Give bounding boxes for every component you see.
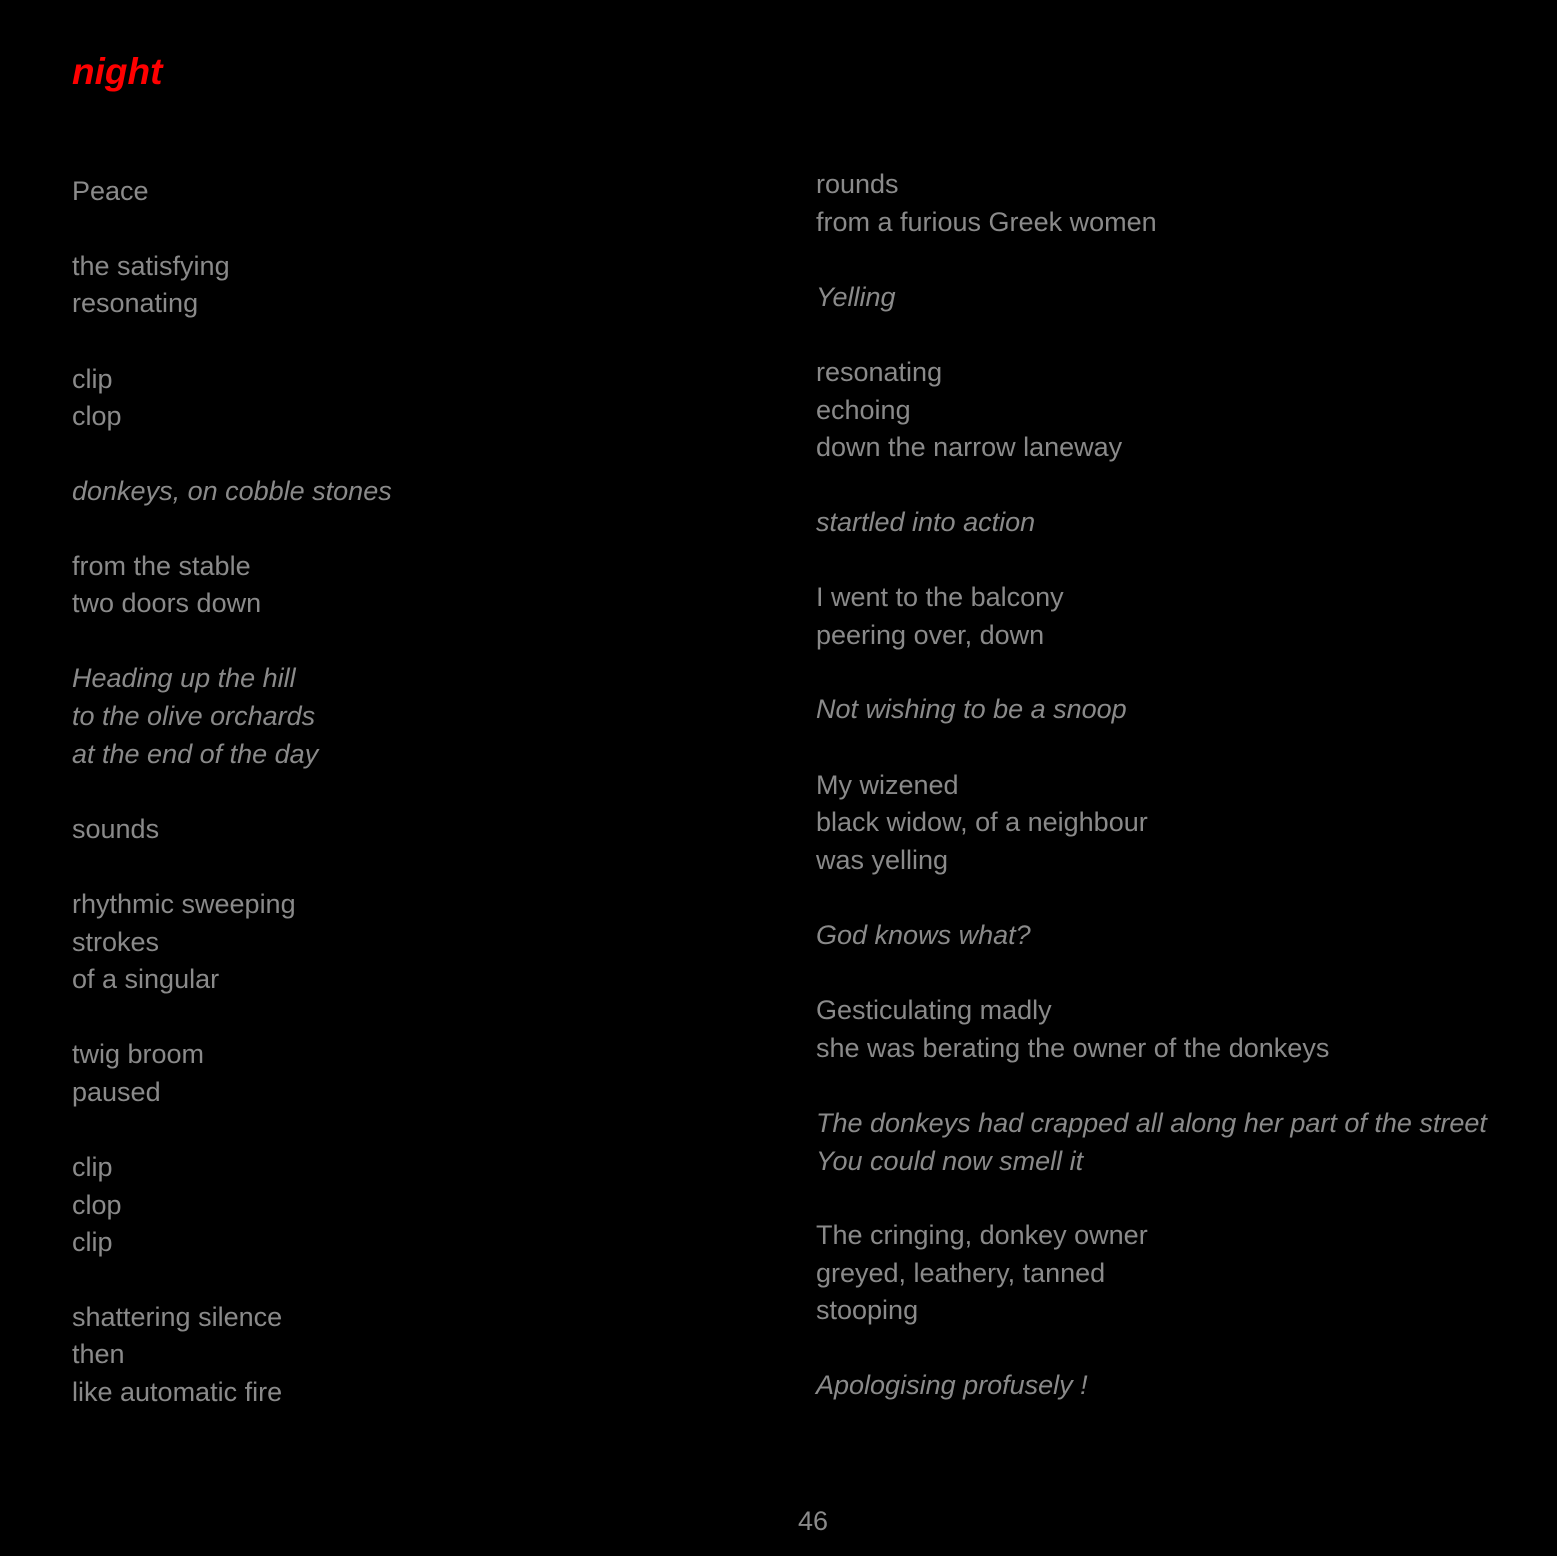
poem-line: from a furious Greek women <box>816 207 1157 237</box>
poem-line: then <box>72 1339 125 1369</box>
poem-line: Not wishing to be a snoop <box>816 694 1127 724</box>
poem-line: My wizened <box>816 770 959 800</box>
poem-line: clop <box>72 401 122 431</box>
poem-line: The donkeys had crapped all along her part of the street <box>816 1108 1487 1138</box>
poem-line: shattering silence <box>72 1302 283 1332</box>
poem-line: to the olive orchards <box>72 701 316 731</box>
poem-line: God knows what? <box>816 920 1031 950</box>
poem-line: rhythmic sweeping <box>72 889 296 919</box>
poem-line: stooping <box>816 1295 919 1325</box>
poem-line: clip <box>72 1152 113 1182</box>
poem-line: strokes <box>72 927 160 957</box>
poem-line: paused <box>72 1077 161 1107</box>
poem-line: Peace <box>72 176 149 206</box>
poem-line: down the narrow laneway <box>816 432 1123 462</box>
poem-line: The cringing, donkey owner <box>816 1220 1148 1250</box>
poem-line: I went to the balcony <box>816 582 1064 612</box>
poem-line: echoing <box>816 395 911 425</box>
page-number: 46 <box>797 1506 829 1536</box>
poem-line: of a singular <box>72 964 220 994</box>
poem-line: she was berating the owner of the donkeys <box>816 1033 1330 1063</box>
poem-line: like automatic fire <box>72 1377 283 1407</box>
poem-line: twig broom <box>72 1039 205 1069</box>
poem-line: Yelling <box>816 282 896 312</box>
poem-line: Gesticulating madly <box>816 995 1052 1025</box>
poem-line: startled into action <box>816 507 1036 537</box>
poem-line: was yelling <box>816 845 949 875</box>
poem-line: black widow, of a neighbour <box>816 807 1148 837</box>
poem-line: from the stable <box>72 551 251 581</box>
poem-line: clip <box>72 364 113 394</box>
poem-line: donkeys, on cobble stones <box>72 476 392 506</box>
poem-line: two doors down <box>72 588 262 618</box>
poem-line: greyed, leathery, tanned <box>816 1258 1106 1288</box>
poem-line: sounds <box>72 814 160 844</box>
poem-line: resonating <box>816 357 943 387</box>
poem-line: at the end of the day <box>72 739 319 769</box>
poem-line: clop <box>72 1190 122 1220</box>
poem-line: resonating <box>72 288 199 318</box>
poem-line: Apologising profusely ! <box>816 1370 1088 1400</box>
poem-line: peering over, down <box>816 620 1045 650</box>
poem-line: You could now smell it <box>816 1146 1084 1176</box>
poem-line: rounds <box>816 169 899 199</box>
poem-title: night <box>72 51 163 92</box>
poem-line: clip <box>72 1227 113 1257</box>
poem-line: the satisfying <box>72 251 230 281</box>
poem-line: Heading up the hill <box>72 663 296 693</box>
